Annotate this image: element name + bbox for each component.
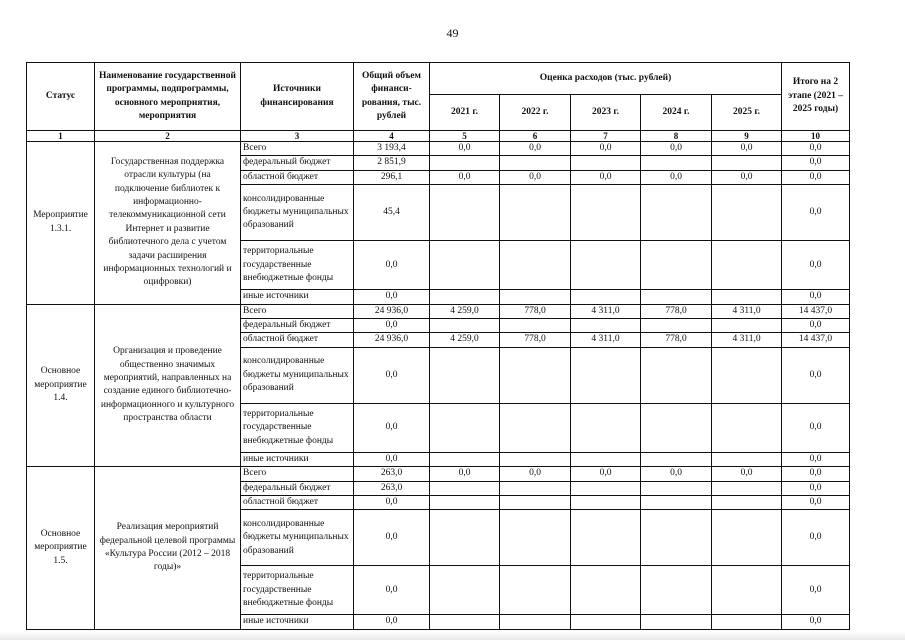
header-sources: Источники финансирования: [241, 63, 354, 131]
year-value-cell: [641, 241, 712, 290]
header-stage-total: Итого на 2 этапе (2021 – 2025 годы): [782, 63, 850, 131]
year-value-cell: [571, 241, 641, 290]
year-value-cell: [500, 510, 571, 566]
source-cell: территориальные государственные внебюджетные фонды: [241, 241, 354, 290]
stage-total-cell: 0,0: [782, 510, 850, 566]
source-cell: Всего: [241, 467, 354, 481]
year-value-cell: [712, 481, 782, 495]
program-name-cell: Государственная поддержка отрасли культуры (на подключение библиотек к информационно-телекоммуникационной сети Интернет и развитие библиотечного дела с учетом задачи расширения информационных технологий и оцифровки): [95, 142, 241, 305]
year-value-cell: [641, 496, 712, 510]
total-cell: 0,0: [354, 403, 430, 452]
table-header: [27, 63, 850, 142]
stage-total-cell: 0,0: [782, 615, 850, 629]
year-value-cell: [571, 481, 641, 495]
header-program-name: Наименование государственной программы, подпрограммы, основного мероприятия, мероприятия: [95, 63, 241, 131]
year-value-cell: 0,0: [641, 142, 712, 156]
header-year: 2024 г.: [641, 95, 712, 131]
year-value-cell: [571, 156, 641, 170]
column-number-row: [27, 131, 850, 142]
year-value-cell: [571, 347, 641, 403]
year-value-cell: [571, 185, 641, 241]
table-row: [27, 142, 850, 156]
year-value-cell: [641, 566, 712, 615]
table-row: [27, 304, 850, 318]
header-year: 2025 г.: [712, 95, 782, 131]
total-cell: 3 193,4: [354, 142, 430, 156]
year-value-cell: [500, 403, 571, 452]
year-value-cell: [500, 452, 571, 466]
table-row: [27, 467, 850, 481]
year-value-cell: [571, 615, 641, 629]
source-cell: областной бюджет: [241, 170, 354, 184]
source-cell: территориальные государственные внебюджетные фонды: [241, 403, 354, 452]
year-value-cell: [712, 615, 782, 629]
column-number: 1: [27, 131, 95, 142]
year-value-cell: [712, 566, 782, 615]
program-name-cell: Реализация мероприятий федеральной целевой программы «Культура России (2012 – 2018 годы)»: [95, 467, 241, 630]
year-value-cell: [500, 496, 571, 510]
year-value-cell: [430, 510, 500, 566]
stage-total-cell: 0,0: [782, 452, 850, 466]
total-cell: 0,0: [354, 496, 430, 510]
page-number: 49: [446, 26, 459, 40]
year-value-cell: [712, 510, 782, 566]
total-cell: 2 851,9: [354, 156, 430, 170]
source-cell: федеральный бюджет: [241, 156, 354, 170]
column-number: 7: [571, 131, 641, 142]
year-value-cell: [641, 452, 712, 466]
year-value-cell: 4 311,0: [712, 304, 782, 318]
year-value-cell: 778,0: [500, 333, 571, 347]
stage-total-cell: 0,0: [782, 170, 850, 184]
year-value-cell: [430, 481, 500, 495]
year-value-cell: [430, 403, 500, 452]
budget-table-frame: [26, 62, 850, 630]
year-value-cell: [430, 319, 500, 333]
year-value-cell: [712, 403, 782, 452]
total-cell: 263,0: [354, 481, 430, 495]
total-cell: 0,0: [354, 452, 430, 466]
year-value-cell: [500, 241, 571, 290]
year-value-cell: [571, 403, 641, 452]
status-cell: Мероприятие 1.3.1.: [27, 142, 95, 305]
year-value-cell: [712, 185, 782, 241]
year-value-cell: [641, 615, 712, 629]
year-value-cell: [712, 290, 782, 304]
stage-total-cell: 0,0: [782, 467, 850, 481]
status-cell: Основное мероприятие 1.4.: [27, 304, 95, 467]
stage-total-cell: 0,0: [782, 185, 850, 241]
year-value-cell: [500, 156, 571, 170]
year-value-cell: [430, 241, 500, 290]
year-value-cell: 0,0: [500, 170, 571, 184]
source-cell: консолидированные бюджеты муниципальных образований: [241, 510, 354, 566]
year-value-cell: [641, 185, 712, 241]
total-cell: 0,0: [354, 347, 430, 403]
year-value-cell: [712, 452, 782, 466]
year-value-cell: 778,0: [641, 304, 712, 318]
header-estimate: Оценка расходов (тыс. рублей): [430, 63, 782, 95]
year-value-cell: [641, 403, 712, 452]
year-value-cell: [430, 615, 500, 629]
header-year: 2023 г.: [571, 95, 641, 131]
stage-total-cell: 14 437,0: [782, 333, 850, 347]
total-cell: 263,0: [354, 467, 430, 481]
year-value-cell: [712, 347, 782, 403]
year-value-cell: 0,0: [712, 142, 782, 156]
year-value-cell: [641, 319, 712, 333]
year-value-cell: [641, 481, 712, 495]
total-cell: 0,0: [354, 241, 430, 290]
year-value-cell: 0,0: [430, 142, 500, 156]
year-value-cell: [641, 510, 712, 566]
total-cell: 45,4: [354, 185, 430, 241]
year-value-cell: 4 311,0: [571, 304, 641, 318]
source-cell: областной бюджет: [241, 496, 354, 510]
stage-total-cell: 0,0: [782, 142, 850, 156]
year-value-cell: [430, 185, 500, 241]
year-value-cell: [500, 615, 571, 629]
budget-table: [26, 62, 850, 630]
source-cell: федеральный бюджет: [241, 319, 354, 333]
source-cell: консолидированные бюджеты муниципальных образований: [241, 185, 354, 241]
year-value-cell: 4 311,0: [571, 333, 641, 347]
header-total-volume: Общий объем финанси-рования, тыс. рублей: [354, 63, 430, 131]
year-value-cell: [712, 319, 782, 333]
year-value-cell: 0,0: [430, 170, 500, 184]
column-number: 8: [641, 131, 712, 142]
total-cell: 0,0: [354, 290, 430, 304]
year-value-cell: 0,0: [712, 170, 782, 184]
total-cell: 0,0: [354, 615, 430, 629]
year-value-cell: [641, 156, 712, 170]
year-value-cell: 0,0: [571, 142, 641, 156]
year-value-cell: 0,0: [712, 467, 782, 481]
year-value-cell: [500, 566, 571, 615]
year-value-cell: [500, 185, 571, 241]
source-cell: Всего: [241, 304, 354, 318]
stage-total-cell: 14 437,0: [782, 304, 850, 318]
year-value-cell: [571, 510, 641, 566]
year-value-cell: [500, 481, 571, 495]
column-number: 2: [95, 131, 241, 142]
year-value-cell: 778,0: [641, 333, 712, 347]
source-cell: консолидированные бюджеты муниципальных образований: [241, 347, 354, 403]
year-value-cell: 0,0: [571, 170, 641, 184]
stage-total-cell: 0,0: [782, 290, 850, 304]
source-cell: иные источники: [241, 290, 354, 304]
year-value-cell: [571, 319, 641, 333]
status-cell: Основное мероприятие 1.5.: [27, 467, 95, 630]
column-number: 10: [782, 131, 850, 142]
year-value-cell: [571, 290, 641, 304]
year-value-cell: [430, 290, 500, 304]
year-value-cell: 4 259,0: [430, 333, 500, 347]
source-cell: территориальные государственные внебюджетные фонды: [241, 566, 354, 615]
year-value-cell: [571, 496, 641, 510]
table-body: [27, 142, 850, 630]
year-value-cell: 0,0: [500, 467, 571, 481]
stage-total-cell: 0,0: [782, 241, 850, 290]
header-year: 2022 г.: [500, 95, 571, 131]
source-cell: иные источники: [241, 615, 354, 629]
total-cell: 24 936,0: [354, 304, 430, 318]
total-cell: 0,0: [354, 510, 430, 566]
year-value-cell: [712, 496, 782, 510]
stage-total-cell: 0,0: [782, 566, 850, 615]
year-value-cell: [571, 566, 641, 615]
stage-total-cell: 0,0: [782, 403, 850, 452]
column-number: 4: [354, 131, 430, 142]
source-cell: федеральный бюджет: [241, 481, 354, 495]
column-number: 5: [430, 131, 500, 142]
year-value-cell: [430, 347, 500, 403]
year-value-cell: [712, 241, 782, 290]
year-value-cell: 4 311,0: [712, 333, 782, 347]
source-cell: областной бюджет: [241, 333, 354, 347]
year-value-cell: [430, 566, 500, 615]
year-value-cell: [430, 496, 500, 510]
stage-total-cell: 0,0: [782, 156, 850, 170]
year-value-cell: 0,0: [571, 467, 641, 481]
stage-total-cell: 0,0: [782, 481, 850, 495]
year-value-cell: [641, 290, 712, 304]
year-value-cell: 0,0: [430, 467, 500, 481]
year-value-cell: 0,0: [641, 170, 712, 184]
column-number: 6: [500, 131, 571, 142]
stage-total-cell: 0,0: [782, 347, 850, 403]
source-cell: Всего: [241, 142, 354, 156]
year-value-cell: [500, 319, 571, 333]
total-cell: 0,0: [354, 319, 430, 333]
year-value-cell: [641, 347, 712, 403]
header-status: Статус: [27, 63, 95, 131]
year-value-cell: 0,0: [500, 142, 571, 156]
year-value-cell: 0,0: [641, 467, 712, 481]
year-value-cell: 778,0: [500, 304, 571, 318]
column-number: 3: [241, 131, 354, 142]
column-number: 9: [712, 131, 782, 142]
header-year: 2021 г.: [430, 95, 500, 131]
year-value-cell: 4 259,0: [430, 304, 500, 318]
stage-total-cell: 0,0: [782, 319, 850, 333]
total-cell: 296,1: [354, 170, 430, 184]
scan-bottom-edge: [0, 631, 905, 640]
stage-total-cell: 0,0: [782, 496, 850, 510]
total-cell: 24 936,0: [354, 333, 430, 347]
source-cell: иные источники: [241, 452, 354, 466]
year-value-cell: [712, 156, 782, 170]
year-value-cell: [500, 347, 571, 403]
year-value-cell: [500, 290, 571, 304]
total-cell: 0,0: [354, 566, 430, 615]
year-value-cell: [571, 452, 641, 466]
year-value-cell: [430, 452, 500, 466]
program-name-cell: Организация и проведение общественно значимых мероприятий, направленных на создание единого библиотечно-информационного и культурного пространства области: [95, 304, 241, 467]
year-value-cell: [430, 156, 500, 170]
